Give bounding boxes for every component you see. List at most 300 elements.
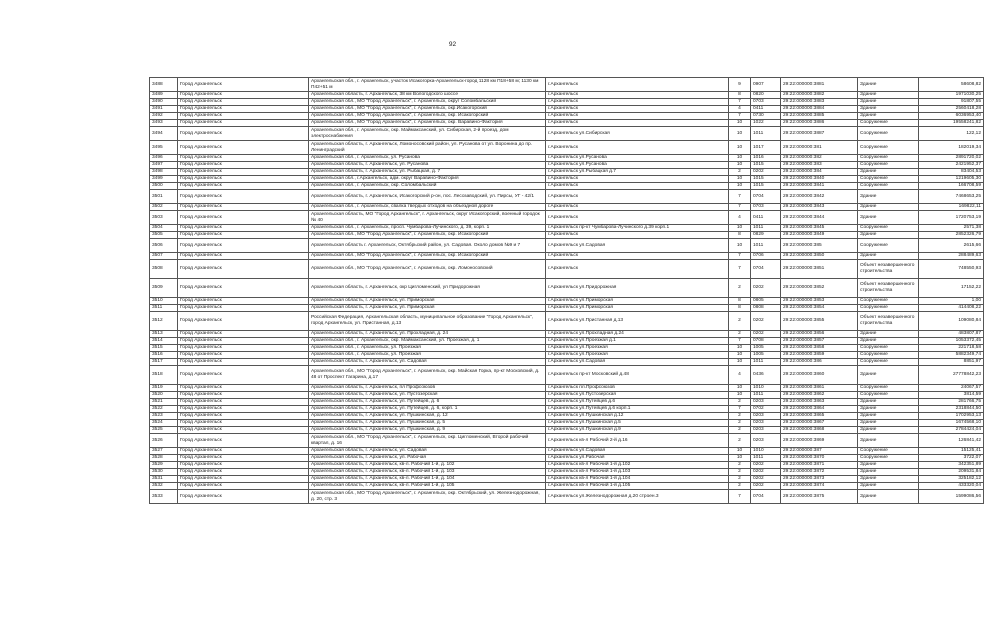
object-type-cell: Здание [858,399,919,406]
cadastral-number-cell: 29:22:000000:385 [781,239,858,253]
address-cell: Архангельская обл., г. Архангельск, участок Исакогорка-Архангельск-город 1128 км П18+58 м; 1130 км П42+51 м [309,78,546,92]
group-cell: 10 [729,448,751,455]
table-row [150,183,984,190]
cadastral-value-cell: 281766,75 [919,399,984,406]
group-cell: 2 [729,312,751,331]
municipality-cell: Город Архангельск [178,455,309,462]
short-address-cell: г.Архангельск [546,113,729,120]
municipality-cell: Город Архангельск [178,476,309,483]
municipality-cell: Город Архангельск [178,127,309,141]
group-cell: 4 [729,366,751,385]
short-address-cell: г.Архангельск ул.Пушкинская д.9 [546,427,729,434]
code-cell: 0411 [751,211,781,225]
group-cell: 7 [729,204,751,211]
table-row [150,448,984,455]
group-cell: 8 [729,305,751,312]
short-address-cell: г.Архангельск ул.Путейцев д.6 корп.1 [546,406,729,413]
cadastral-number-cell: 29:22:000000:3849 [781,232,858,239]
group-cell: 10 [729,392,751,399]
code-cell: 1010 [751,448,781,455]
record-number-cell: 3503 [150,211,178,225]
address-cell: Архангельская область, г. Архангельск, пл Профсоюзов [309,385,546,392]
cadastral-number-cell: 29:22:000000:3869 [781,434,858,448]
cadastral-value-cell: 182019,34 [919,141,984,155]
object-type-cell: Здание [858,331,919,338]
record-number-cell: 3510 [150,298,178,305]
municipality-cell: Город Архангельск [178,385,309,392]
group-cell: 10 [729,359,751,366]
code-cell: 1011 [751,392,781,399]
code-cell: 0702 [751,406,781,413]
cadastral-number-cell: 29:22:000000:3885 [781,113,858,120]
municipality-cell: Город Архангельск [178,113,309,120]
address-cell: Архангельская обл., МО "Город Архангельск", г. Архангельск, окр. Майская Горка, пр-кт Московский, д. 48 от Проспект Гагарина, д.17 [309,366,546,385]
registry-body [150,78,984,504]
cadastral-value-cell: 166708,59 [919,183,984,190]
cadastral-value-cell: 15125,41 [919,448,984,455]
cadastral-number-cell: 29:22:000000:381 [781,141,858,155]
cadastral-number-cell: 29:22:000000:3868 [781,427,858,434]
cadastral-number-cell: 29:22:000000:3840 [781,176,858,183]
municipality-cell: Город Архангельск [178,399,309,406]
group-cell: 4 [729,106,751,113]
cadastral-value-cell: 2852326,79 [919,232,984,239]
group-cell: 2 [729,399,751,406]
municipality-cell: Город Архангельск [178,366,309,385]
code-cell: 1011 [751,127,781,141]
municipality-cell: Город Архангельск [178,345,309,352]
table-row [150,406,984,413]
group-cell: 10 [729,225,751,232]
short-address-cell: г.Архангельск пл.Профсоюзов [546,385,729,392]
cadastral-number-cell: 29:22:000000:3884 [781,106,858,113]
cadastral-number-cell: 29:22:000000:3855 [781,312,858,331]
object-type-cell: Здание [858,469,919,476]
object-type-cell: Сооружение [858,120,919,127]
short-address-cell: г.Архангельск пр-кт Чумбарова-Лучинского д.39 корп.1 [546,225,729,232]
address-cell: Архангельская обл., МО "Город Архангельск", г. Архангельск, округ Соломбальский [309,99,546,106]
record-number-cell: 3525 [150,427,178,434]
group-cell: 10 [729,455,751,462]
cadastral-value-cell: 1971030,25 [919,92,984,99]
group-cell: 10 [729,239,751,253]
code-cell: 0820 [751,92,781,99]
cadastral-number-cell: 29:22:000000:3861 [781,385,858,392]
group-cell: 2 [729,427,751,434]
object-type-cell: Здание [858,406,919,413]
registry-table [149,77,984,504]
municipality-cell: Город Архангельск [178,162,309,169]
cadastral-value-cell: 6036953,40 [919,113,984,120]
code-cell: 1011 [751,239,781,253]
municipality-cell: Город Архангельск [178,169,309,176]
municipality-cell: Город Архангельск [178,78,309,92]
group-cell: 10 [729,120,751,127]
table-row [150,225,984,232]
code-cell: 1005 [751,345,781,352]
record-number-cell: 3500 [150,183,178,190]
code-cell: 1015 [751,183,781,190]
cadastral-number-cell: 29:22:000000:3850 [781,253,858,260]
code-cell: 0202 [751,476,781,483]
cadastral-value-cell: 2891720,02 [919,155,984,162]
table-row [150,232,984,239]
cadastral-number-cell: 29:22:000000:383 [781,162,858,169]
object-type-cell: Здание [858,413,919,420]
group-cell: 10 [729,176,751,183]
table-row [150,260,984,279]
address-cell: Архангельская область, г. Архангельск, ул. Путейцев, д. 6, корп. 1 [309,406,546,413]
address-cell: Архангельская область г. Архангельск, Октябрьский район, ул. Садовая. Около домов №9 и 7 [309,239,546,253]
group-cell: 8 [729,92,751,99]
cadastral-number-cell: 29:22:000000:387 [781,448,858,455]
code-cell: 1005 [751,352,781,359]
record-number-cell: 3507 [150,253,178,260]
cadastral-value-cell: 169822,11 [919,204,984,211]
group-cell: 2 [729,483,751,490]
cadastral-value-cell: 1,00 [919,298,984,305]
record-number-cell: 3501 [150,190,178,204]
municipality-cell: Город Архангельск [178,406,309,413]
cadastral-number-cell: 29:22:000000:3843 [781,204,858,211]
municipality-cell: Город Архангельск [178,448,309,455]
cadastral-number-cell: 29:22:000000:3857 [781,338,858,345]
address-cell: Архангельская обл., МО "Город Архангельск", г. Архангельск, окр. Исакогорский [309,253,546,260]
code-cell: 1015 [751,162,781,169]
short-address-cell: г.Архангельск кв-л Рабочий 2-й д.16 [546,434,729,448]
record-number-cell: 3494 [150,127,178,141]
municipality-cell: Город Архангельск [178,141,309,155]
cadastral-number-cell: 29:22:000000:3862 [781,392,858,399]
group-cell: 4 [729,211,751,225]
short-address-cell: г.Архангельск кв-л Рабочий 1-й д.104 [546,476,729,483]
municipality-cell: Город Архангельск [178,120,309,127]
cadastral-value-cell: 288489,63 [919,253,984,260]
table-row [150,169,984,176]
record-number-cell: 3529 [150,462,178,469]
object-type-cell: Объект незавершенного строительства [858,312,919,331]
object-type-cell: Сооружение [858,298,919,305]
group-cell: 2 [729,279,751,298]
code-cell: 1011 [751,359,781,366]
record-number-cell: 3528 [150,455,178,462]
table-row [150,434,984,448]
group-cell: 2 [729,413,751,420]
address-cell: Архангельская область, г. Архангельск, ул. Рыбацкая, д. 7 [309,169,546,176]
record-number-cell: 3495 [150,141,178,155]
municipality-cell: Город Архангельск [178,420,309,427]
code-cell: 0202 [751,279,781,298]
record-number-cell: 3509 [150,279,178,298]
cadastral-number-cell: 29:22:000000:3887 [781,127,858,141]
object-type-cell: Сооружение [858,352,919,359]
table-row [150,469,984,476]
cadastral-number-cell: 29:22:000000:3873 [781,476,858,483]
object-type-cell: Сооружение [858,448,919,455]
object-type-cell: Здание [858,490,919,504]
table-row [150,204,984,211]
group-cell: 7 [729,406,751,413]
cadastral-value-cell: 122,12 [919,127,984,141]
table-row [150,120,984,127]
cadastral-number-cell: 29:22:000000:3883 [781,99,858,106]
short-address-cell: г.Архангельск [546,253,729,260]
address-cell: Архангельская область, г. Архангельск, ул. Пушкинская, д. 5 [309,420,546,427]
address-cell: Архангельская область, МО "Город Архангельск", г. Архангельск, округ Исакогорский, военный городок № 40 [309,211,546,225]
address-cell: Российская Федерация, Архангельская область, муниципальное образование "Город Архангельск", город Архангельск, ул. Пристанная, д.13 [309,312,546,331]
record-number-cell: 3488 [150,78,178,92]
municipality-cell: Город Архангельск [178,183,309,190]
table-row [150,352,984,359]
short-address-cell: г.Архангельск [546,92,729,99]
group-cell: 2 [729,462,751,469]
page-number: 92 [448,41,457,48]
municipality-cell: Город Архангельск [178,305,309,312]
object-type-cell: Сооружение [858,176,919,183]
code-cell: 0730 [751,113,781,120]
group-cell: 9 [729,78,751,92]
object-type-cell: Объект незавершенного строительства [858,279,919,298]
object-type-cell: Здание [858,338,919,345]
cadastral-number-cell: 29:22:000000:386 [781,359,858,366]
group-cell: 10 [729,141,751,155]
record-number-cell: 3490 [150,99,178,106]
group-cell: 8 [729,232,751,239]
code-cell: 0704 [751,260,781,279]
short-address-cell: г.Архангельск ул.Русанова [546,155,729,162]
address-cell: Архангельская область, г. Архангельск, ул. Садовая [309,359,546,366]
cadastral-number-cell: 29:22:000000:3881 [781,78,858,92]
code-cell: 0703 [751,99,781,106]
short-address-cell: г.Архангельск [546,183,729,190]
municipality-cell: Город Архангельск [178,352,309,359]
address-cell: Архангельская обл., г.Архангельск, адм. округ Варавино-Фактория [309,176,546,183]
cadastral-number-cell: 29:22:000000:3875 [781,490,858,504]
address-cell: Архангельская область, г. Архангельск, ул. Русанова [309,162,546,169]
short-address-cell: г.Архангельск ул.Проезжая д.1 [546,338,729,345]
short-address-cell: г.Архангельск ул.Садовая [546,239,729,253]
cadastral-value-cell: 1720753,19 [919,211,984,225]
municipality-cell: Город Архангельск [178,338,309,345]
cadastral-number-cell: 29:22:000000:3841 [781,183,858,190]
cadastral-value-cell: 209531,84 [919,469,984,476]
short-address-cell: г.Архангельск кв-л Рабочий 1-й д.102 [546,462,729,469]
cadastral-number-cell: 29:22:000000:3863 [781,399,858,406]
group-cell: 7 [729,260,751,279]
table-row [150,305,984,312]
short-address-cell: г.Архангельск ул.Пустозерская [546,392,729,399]
cadastral-value-cell: 2784424,04 [919,427,984,434]
cadastral-number-cell: 29:22:000000:3867 [781,420,858,427]
address-cell: Архангельская область, г. Архангельск, кв-л. Рабочий 1-й, д. 103 [309,469,546,476]
municipality-cell: Город Архангельск [178,434,309,448]
municipality-cell: Город Архангельск [178,331,309,338]
municipality-cell: Город Архангельск [178,279,309,298]
cadastral-value-cell: 414408,22 [919,305,984,312]
record-number-cell: 3493 [150,120,178,127]
cadastral-number-cell: 29:22:000000:3874 [781,483,858,490]
object-type-cell: Здание [858,78,919,92]
object-type-cell: Сооружение [858,127,919,141]
short-address-cell: г.Архангельск кв-л Рабочий 1-й д.103 [546,469,729,476]
code-cell: 1016 [751,155,781,162]
cadastral-number-cell: 29:22:000000:3851 [781,260,858,279]
address-cell: Архангельская обл., г. Архангельск, ул. Проезжая [309,352,546,359]
address-cell: Архангельская обл., г. Архангельск, ул. Проезжая [309,345,546,352]
group-cell: 10 [729,155,751,162]
short-address-cell: г.Архангельск кв-л Рабочий 1-й д.105 [546,483,729,490]
municipality-cell: Город Архангельск [178,176,309,183]
cadastral-number-cell: 29:22:000000:3864 [781,406,858,413]
address-cell: Архангельская область, г. Архангельск, 38 км Вологодского шоссе [309,92,546,99]
object-type-cell: Здание [858,434,919,448]
record-number-cell: 3521 [150,399,178,406]
code-cell: 0202 [751,462,781,469]
cadastral-number-cell: 29:22:000000:3859 [781,352,858,359]
record-number-cell: 3522 [150,406,178,413]
cadastral-value-cell: 2571,38 [919,225,984,232]
code-cell: 0708 [751,338,781,345]
group-cell: 10 [729,385,751,392]
object-type-cell: Сооружение [858,225,919,232]
short-address-cell: г.Архангельск ул.Проезжая [546,345,729,352]
table-row [150,279,984,298]
table-row [150,298,984,305]
group-cell: 2 [729,469,751,476]
object-type-cell: Сооружение [858,162,919,169]
code-cell: 0436 [751,366,781,385]
code-cell: 0907 [751,78,781,92]
address-cell: Архангельская область, г. Архангельск, ул. Рабочая [309,455,546,462]
record-number-cell: 3518 [150,366,178,385]
code-cell: 1011 [751,455,781,462]
cadastral-value-cell: 2421952,37 [919,162,984,169]
cadastral-number-cell: 29:22:000000:3886 [781,120,858,127]
group-cell: 2 [729,434,751,448]
object-type-cell: Здание [858,366,919,385]
address-cell: Архангельская область, г. Архангельск, ул. Прохладная, д. 24 [309,331,546,338]
record-number-cell: 3497 [150,162,178,169]
address-cell: Архангельская обл., МО "Город Архангельск", г. Архангельск, окр. Исакогорский [309,113,546,120]
short-address-cell: г.Архангельск ул.Проезжая [546,352,729,359]
object-type-cell: Сооружение [858,385,919,392]
short-address-cell: г.Архангельск [546,211,729,225]
code-cell: 1022 [751,120,781,127]
short-address-cell: г.Архангельск ул.Сибирская [546,127,729,141]
short-address-cell: г.Архангельск ул.Садовая [546,359,729,366]
table-row [150,99,984,106]
table-row [150,385,984,392]
group-cell: 2 [729,420,751,427]
group-cell: 2 [729,476,751,483]
short-address-cell: г.Архангельск ул.Русанова [546,162,729,169]
record-number-cell: 3502 [150,204,178,211]
address-cell: Архангельская обл., г. Архангельск, свалка твердых отходов на объездной дороге [309,204,546,211]
table-row [150,211,984,225]
record-number-cell: 3492 [150,113,178,120]
table-row [150,483,984,490]
object-type-cell: Здание [858,113,919,120]
municipality-cell: Город Архангельск [178,155,309,162]
cadastral-number-cell: 29:22:000000:3871 [781,462,858,469]
table-row [150,141,984,155]
record-number-cell: 3513 [150,331,178,338]
group-cell: 2 [729,331,751,338]
object-type-cell: Объект незавершенного строительства [858,260,919,279]
municipality-cell: Город Архангельск [178,106,309,113]
code-cell: 0704 [751,490,781,504]
address-cell: Архангельская обл., МО "Город Архангельск", г. Архангельск, окр. Исакогорский [309,232,546,239]
table-row [150,253,984,260]
municipality-cell: Город Архангельск [178,312,309,331]
cadastral-value-cell: 126841,42 [919,434,984,448]
code-cell: 0202 [751,312,781,331]
address-cell: Архангельская обл., г. Архангельск, окр. Маймаксанский, ул. Проезжая, д. 1 [309,338,546,345]
short-address-cell: г.Архангельск [546,260,729,279]
code-cell: 0203 [751,399,781,406]
cadastral-value-cell: 3722,07 [919,455,984,462]
municipality-cell: Город Архангельск [178,490,309,504]
short-address-cell: г.Архангельск ул.Приморская [546,298,729,305]
municipality-cell: Город Архангельск [178,483,309,490]
table-row [150,359,984,366]
cadastral-number-cell: 29:22:000000:382 [781,155,858,162]
cadastral-value-cell: 83404,53 [919,169,984,176]
cadastral-value-cell: 433320,04 [919,483,984,490]
record-number-cell: 3516 [150,352,178,359]
object-type-cell: Сооружение [858,183,919,190]
table-row [150,399,984,406]
short-address-cell: г.Архангельск ул.Путейцев д.6 [546,399,729,406]
short-address-cell: г.Архангельск ул.Пушкинская д.5 [546,420,729,427]
cadastral-value-cell: 27778842,23 [919,366,984,385]
short-address-cell: г.Архангельск ул.Придорожная [546,279,729,298]
municipality-cell: Город Архангельск [178,260,309,279]
code-cell: 1015 [751,176,781,183]
address-cell: Архангельская обл., МО "Город Архангельск", г. Архангельск, окр. Варавино-Фактория [309,120,546,127]
cadastral-number-cell: 29:22:000000:384 [781,169,858,176]
municipality-cell: Город Архангельск [178,298,309,305]
object-type-cell: Здание [858,253,919,260]
municipality-cell: Город Архангельск [178,204,309,211]
address-cell: Архангельская область, г. Архангельск, кв-л. Рабочий 1-й, д. 102 [309,462,546,469]
cadastral-value-cell: 1674568,10 [919,420,984,427]
short-address-cell: г.Архангельск ул.Рабочая [546,455,729,462]
address-cell: Архангельская область, г. Архангельск, ул. Пушкинская, д. 9 [309,427,546,434]
table-row [150,113,984,120]
address-cell: Архангельская обл., МО "Город Архангельск", г. Архангельск, окр.Исакогорский [309,106,546,113]
object-type-cell: Сооружение [858,155,919,162]
record-number-cell: 3523 [150,413,178,420]
object-type-cell: Сооружение [858,455,919,462]
object-type-cell: Сооружение [858,141,919,155]
record-number-cell: 3514 [150,338,178,345]
record-number-cell: 3489 [150,92,178,99]
cadastral-number-cell: 29:22:000000:3844 [781,211,858,225]
cadastral-value-cell: 1599086,56 [919,490,984,504]
address-cell: Архангельская область, г. Архангельск, кв-л. Рабочий 1-й, д. 105 [309,483,546,490]
table-row [150,92,984,99]
group-cell: 7 [729,113,751,120]
short-address-cell: г.Архангельск [546,176,729,183]
table-row [150,413,984,420]
code-cell: 0203 [751,420,781,427]
record-number-cell: 3530 [150,469,178,476]
object-type-cell: Сооружение [858,392,919,399]
table-row [150,392,984,399]
object-type-cell: Здание [858,190,919,204]
code-cell: 0202 [751,483,781,490]
